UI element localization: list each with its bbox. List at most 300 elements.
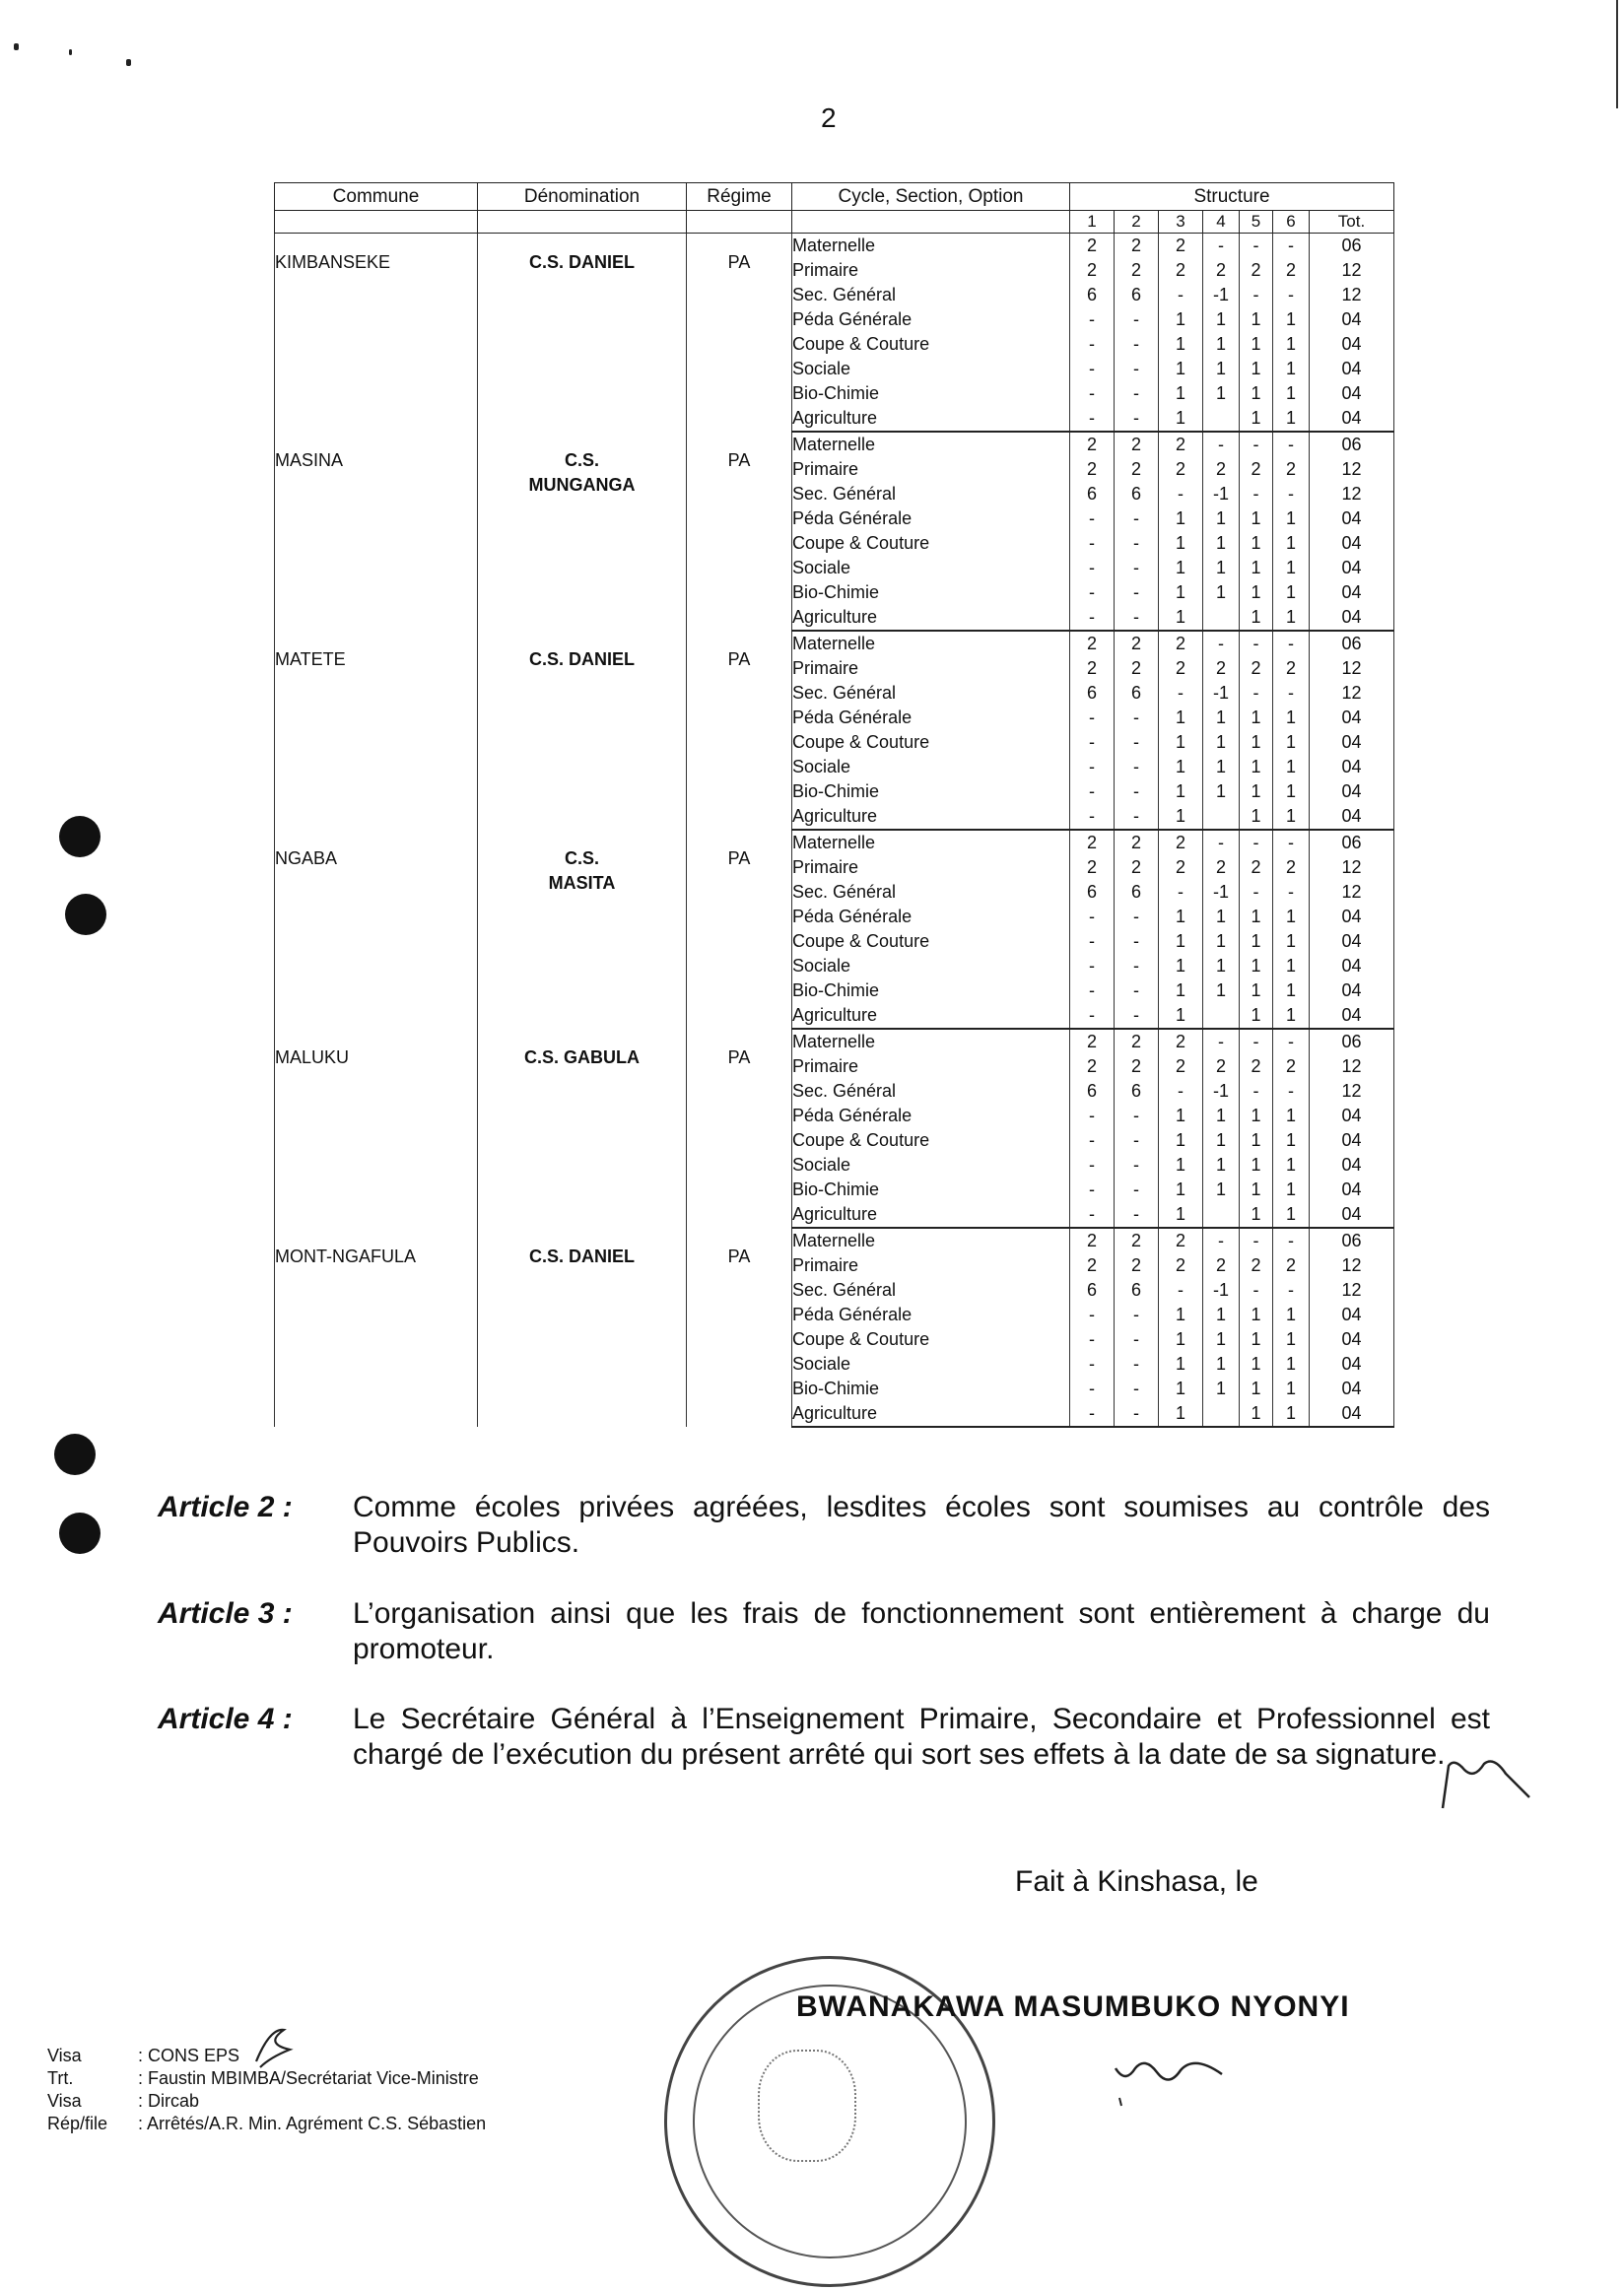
year-4-cell: 1 bbox=[1203, 905, 1240, 929]
header-denomination: Dénomination bbox=[478, 183, 687, 211]
total-cell: 12 bbox=[1310, 258, 1394, 283]
year-1-cell: - bbox=[1070, 1377, 1115, 1401]
year-4-cell: - bbox=[1203, 830, 1240, 855]
year-6-cell: 1 bbox=[1273, 730, 1310, 755]
regime-cell: PA bbox=[687, 234, 792, 433]
year-1-cell: - bbox=[1070, 804, 1115, 830]
year-3-cell: 2 bbox=[1159, 432, 1203, 457]
total-cell: 04 bbox=[1310, 1104, 1394, 1128]
year-3-cell: 1 bbox=[1159, 954, 1203, 978]
footer-row: Rép/file : Arrêtés/A.R. Min. Agrément C.S. Sébastien bbox=[47, 2114, 487, 2133]
year-6-cell: 1 bbox=[1273, 954, 1310, 978]
year-2-cell: - bbox=[1115, 406, 1159, 432]
cycle-option-cell: Péda Générale bbox=[792, 706, 1070, 730]
year-5-cell: - bbox=[1240, 283, 1273, 307]
year-1-cell: - bbox=[1070, 556, 1115, 580]
year-6-cell: 2 bbox=[1273, 1054, 1310, 1079]
year-6-cell: - bbox=[1273, 432, 1310, 457]
total-cell: 04 bbox=[1310, 1128, 1394, 1153]
article-label: Article 3 : bbox=[158, 1597, 293, 1630]
header-col-3: 3 bbox=[1159, 211, 1203, 234]
year-6-cell: 1 bbox=[1273, 779, 1310, 804]
punch-hole bbox=[54, 1434, 96, 1475]
year-4-cell: 1 bbox=[1203, 929, 1240, 954]
year-3-cell: 1 bbox=[1159, 406, 1203, 432]
year-4-cell bbox=[1203, 804, 1240, 830]
cycle-option-cell: Péda Générale bbox=[792, 1303, 1070, 1327]
cycle-option-cell: Agriculture bbox=[792, 804, 1070, 830]
table-row bbox=[275, 631, 1394, 656]
cycle-option-cell: Coupe & Couture bbox=[792, 1327, 1070, 1352]
year-3-cell: 2 bbox=[1159, 234, 1203, 259]
total-cell: 04 bbox=[1310, 978, 1394, 1003]
year-4-cell: 2 bbox=[1203, 656, 1240, 681]
year-4-cell: - bbox=[1203, 1228, 1240, 1253]
year-2-cell: - bbox=[1115, 1327, 1159, 1352]
year-6-cell: 1 bbox=[1273, 804, 1310, 830]
cycle-option-cell: Maternelle bbox=[792, 1029, 1070, 1054]
year-1-cell: - bbox=[1070, 332, 1115, 357]
year-5-cell: - bbox=[1240, 1079, 1273, 1104]
year-1-cell: - bbox=[1070, 1003, 1115, 1029]
cycle-option-cell: Sec. Général bbox=[792, 1278, 1070, 1303]
year-3-cell: 2 bbox=[1159, 1228, 1203, 1253]
year-4-cell: 1 bbox=[1203, 755, 1240, 779]
year-2-cell: - bbox=[1115, 381, 1159, 406]
year-1-cell: 6 bbox=[1070, 283, 1115, 307]
header-commune: Commune bbox=[275, 183, 478, 211]
year-6-cell: - bbox=[1273, 1079, 1310, 1104]
year-1-cell: - bbox=[1070, 1202, 1115, 1228]
commune-cell: MALUKU bbox=[275, 1029, 478, 1228]
signatory-name: BWANAKAWA MASUMBUKO NYONYI bbox=[796, 1990, 1350, 2023]
year-5-cell: - bbox=[1240, 681, 1273, 706]
year-6-cell: 1 bbox=[1273, 1178, 1310, 1202]
year-2-cell: 2 bbox=[1115, 234, 1159, 259]
year-3-cell: 2 bbox=[1159, 1253, 1203, 1278]
punch-hole bbox=[65, 894, 106, 935]
year-2-cell: 2 bbox=[1115, 1029, 1159, 1054]
year-4-cell: 1 bbox=[1203, 954, 1240, 978]
cycle-option-cell: Bio-Chimie bbox=[792, 1178, 1070, 1202]
cycle-option-cell: Coupe & Couture bbox=[792, 929, 1070, 954]
commune-cell: MONT-NGAFULA bbox=[275, 1228, 478, 1427]
year-6-cell: - bbox=[1273, 631, 1310, 656]
total-cell: 12 bbox=[1310, 1278, 1394, 1303]
year-3-cell: 1 bbox=[1159, 307, 1203, 332]
cycle-option-cell: Coupe & Couture bbox=[792, 730, 1070, 755]
year-5-cell: 2 bbox=[1240, 656, 1273, 681]
year-6-cell: 1 bbox=[1273, 531, 1310, 556]
year-6-cell: 2 bbox=[1273, 855, 1310, 880]
table-row bbox=[275, 830, 1394, 855]
year-2-cell: 6 bbox=[1115, 681, 1159, 706]
year-2-cell: - bbox=[1115, 580, 1159, 605]
year-6-cell: - bbox=[1273, 830, 1310, 855]
year-3-cell: 1 bbox=[1159, 1303, 1203, 1327]
year-4-cell: 1 bbox=[1203, 730, 1240, 755]
total-cell: 12 bbox=[1310, 681, 1394, 706]
year-5-cell: 1 bbox=[1240, 1303, 1273, 1327]
cycle-option-cell: Maternelle bbox=[792, 631, 1070, 656]
year-5-cell: 1 bbox=[1240, 779, 1273, 804]
year-3-cell: 1 bbox=[1159, 506, 1203, 531]
cycle-option-cell: Péda Générale bbox=[792, 307, 1070, 332]
year-5-cell: - bbox=[1240, 1278, 1273, 1303]
year-1-cell: - bbox=[1070, 1303, 1115, 1327]
total-cell: 04 bbox=[1310, 605, 1394, 631]
year-1-cell: - bbox=[1070, 531, 1115, 556]
year-3-cell: 1 bbox=[1159, 978, 1203, 1003]
denomination-cell: C.S. MASITA bbox=[478, 830, 687, 1029]
article-text: Le Secrétaire Général à l’Enseignement Primaire, Secondaire et Professionnel est chargé de l’exécution du présent arrêté qui sort ses effets à la date de sa signature. bbox=[353, 1703, 1490, 1771]
year-1-cell: 2 bbox=[1070, 1029, 1115, 1054]
year-6-cell: 1 bbox=[1273, 929, 1310, 954]
year-3-cell: - bbox=[1159, 1278, 1203, 1303]
cycle-option-cell: Sociale bbox=[792, 755, 1070, 779]
year-5-cell: - bbox=[1240, 880, 1273, 905]
year-1-cell: - bbox=[1070, 1128, 1115, 1153]
regime-cell: PA bbox=[687, 631, 792, 830]
year-3-cell: 1 bbox=[1159, 905, 1203, 929]
total-cell: 04 bbox=[1310, 1003, 1394, 1029]
scan-edge-line bbox=[1616, 0, 1618, 108]
year-4-cell: -1 bbox=[1203, 1278, 1240, 1303]
year-1-cell: 2 bbox=[1070, 457, 1115, 482]
year-2-cell: - bbox=[1115, 1104, 1159, 1128]
year-5-cell: 1 bbox=[1240, 954, 1273, 978]
total-cell: 04 bbox=[1310, 1202, 1394, 1228]
commune-cell: NGABA bbox=[275, 830, 478, 1029]
year-3-cell: 1 bbox=[1159, 531, 1203, 556]
year-5-cell: 1 bbox=[1240, 1401, 1273, 1427]
year-1-cell: - bbox=[1070, 307, 1115, 332]
year-4-cell: 1 bbox=[1203, 1104, 1240, 1128]
cycle-option-cell: Sociale bbox=[792, 556, 1070, 580]
place-date-line: Fait à Kinshasa, le bbox=[1015, 1865, 1258, 1898]
commune-cell: KIMBANSEKE bbox=[275, 234, 478, 433]
year-6-cell: 1 bbox=[1273, 755, 1310, 779]
year-2-cell: - bbox=[1115, 506, 1159, 531]
year-4-cell: 1 bbox=[1203, 580, 1240, 605]
footer-row: Visa : CONS EPS bbox=[47, 2046, 240, 2065]
year-3-cell: 1 bbox=[1159, 1352, 1203, 1377]
cycle-option-cell: Sociale bbox=[792, 357, 1070, 381]
header-regime: Régime bbox=[687, 183, 792, 211]
year-5-cell: 1 bbox=[1240, 1153, 1273, 1178]
year-2-cell: 2 bbox=[1115, 656, 1159, 681]
year-1-cell: - bbox=[1070, 1401, 1115, 1427]
year-5-cell: 1 bbox=[1240, 506, 1273, 531]
total-cell: 04 bbox=[1310, 755, 1394, 779]
total-cell: 12 bbox=[1310, 482, 1394, 506]
year-6-cell: 1 bbox=[1273, 1202, 1310, 1228]
year-4-cell: -1 bbox=[1203, 482, 1240, 506]
year-2-cell: - bbox=[1115, 1202, 1159, 1228]
cycle-option-cell: Sec. Général bbox=[792, 1079, 1070, 1104]
year-1-cell: 2 bbox=[1070, 1253, 1115, 1278]
year-3-cell: 1 bbox=[1159, 706, 1203, 730]
year-1-cell: - bbox=[1070, 706, 1115, 730]
table-row bbox=[275, 1228, 1394, 1253]
year-1-cell: - bbox=[1070, 1327, 1115, 1352]
denomination-cell: C.S. MUNGANGA bbox=[478, 432, 687, 631]
regime-cell: PA bbox=[687, 1228, 792, 1427]
total-cell: 04 bbox=[1310, 1303, 1394, 1327]
cycle-option-cell: Primaire bbox=[792, 1054, 1070, 1079]
total-cell: 04 bbox=[1310, 779, 1394, 804]
year-2-cell: 2 bbox=[1115, 1253, 1159, 1278]
total-cell: 04 bbox=[1310, 357, 1394, 381]
year-5-cell: - bbox=[1240, 1029, 1273, 1054]
year-6-cell: - bbox=[1273, 681, 1310, 706]
commune-cell: MASINA bbox=[275, 432, 478, 631]
year-2-cell: - bbox=[1115, 556, 1159, 580]
year-5-cell: 1 bbox=[1240, 1003, 1273, 1029]
scan-speck bbox=[69, 49, 72, 55]
year-5-cell: 1 bbox=[1240, 531, 1273, 556]
year-2-cell: - bbox=[1115, 730, 1159, 755]
year-5-cell: 1 bbox=[1240, 755, 1273, 779]
year-3-cell: 2 bbox=[1159, 1054, 1203, 1079]
total-cell: 06 bbox=[1310, 234, 1394, 259]
article-label: Article 4 : bbox=[158, 1703, 293, 1735]
year-4-cell bbox=[1203, 1202, 1240, 1228]
year-2-cell: 6 bbox=[1115, 283, 1159, 307]
year-1-cell: - bbox=[1070, 954, 1115, 978]
year-5-cell: 1 bbox=[1240, 580, 1273, 605]
year-1-cell: - bbox=[1070, 406, 1115, 432]
table-header-row bbox=[275, 183, 1394, 211]
year-2-cell: - bbox=[1115, 954, 1159, 978]
regime-cell: PA bbox=[687, 432, 792, 631]
total-cell: 12 bbox=[1310, 283, 1394, 307]
year-5-cell: 1 bbox=[1240, 905, 1273, 929]
cycle-option-cell: Sociale bbox=[792, 1352, 1070, 1377]
year-4-cell: 1 bbox=[1203, 357, 1240, 381]
year-5-cell: 1 bbox=[1240, 1128, 1273, 1153]
year-1-cell: 6 bbox=[1070, 1079, 1115, 1104]
year-4-cell: 2 bbox=[1203, 1054, 1240, 1079]
year-4-cell: 1 bbox=[1203, 332, 1240, 357]
header-cycle-section-option: Cycle, Section, Option bbox=[792, 183, 1070, 211]
year-1-cell: 2 bbox=[1070, 1228, 1115, 1253]
year-1-cell: - bbox=[1070, 357, 1115, 381]
year-3-cell: 2 bbox=[1159, 258, 1203, 283]
year-2-cell: - bbox=[1115, 779, 1159, 804]
year-5-cell: 1 bbox=[1240, 929, 1273, 954]
year-3-cell: 1 bbox=[1159, 804, 1203, 830]
year-1-cell: - bbox=[1070, 580, 1115, 605]
year-4-cell: 1 bbox=[1203, 506, 1240, 531]
cycle-option-cell: Agriculture bbox=[792, 406, 1070, 432]
year-3-cell: 1 bbox=[1159, 1003, 1203, 1029]
total-cell: 04 bbox=[1310, 706, 1394, 730]
year-3-cell: 2 bbox=[1159, 830, 1203, 855]
cycle-option-cell: Agriculture bbox=[792, 1003, 1070, 1029]
year-6-cell: 1 bbox=[1273, 1352, 1310, 1377]
cycle-option-cell: Maternelle bbox=[792, 830, 1070, 855]
year-1-cell: - bbox=[1070, 1153, 1115, 1178]
denomination-cell: C.S. DANIEL bbox=[478, 1228, 687, 1427]
year-1-cell: - bbox=[1070, 1352, 1115, 1377]
table-row bbox=[275, 234, 1394, 259]
year-6-cell: - bbox=[1273, 880, 1310, 905]
year-6-cell: - bbox=[1273, 1029, 1310, 1054]
year-4-cell: -1 bbox=[1203, 681, 1240, 706]
year-6-cell: 1 bbox=[1273, 332, 1310, 357]
year-1-cell: - bbox=[1070, 381, 1115, 406]
year-4-cell: 2 bbox=[1203, 855, 1240, 880]
cycle-option-cell: Sec. Général bbox=[792, 880, 1070, 905]
year-2-cell: - bbox=[1115, 804, 1159, 830]
year-4-cell: 2 bbox=[1203, 258, 1240, 283]
year-4-cell: 2 bbox=[1203, 1253, 1240, 1278]
year-4-cell: 1 bbox=[1203, 1153, 1240, 1178]
year-5-cell: 1 bbox=[1240, 556, 1273, 580]
year-5-cell: 2 bbox=[1240, 855, 1273, 880]
year-2-cell: 6 bbox=[1115, 1278, 1159, 1303]
year-3-cell: 1 bbox=[1159, 1377, 1203, 1401]
total-cell: 04 bbox=[1310, 1153, 1394, 1178]
year-2-cell: - bbox=[1115, 978, 1159, 1003]
year-6-cell: 1 bbox=[1273, 1104, 1310, 1128]
year-4-cell: -1 bbox=[1203, 283, 1240, 307]
year-5-cell: 2 bbox=[1240, 1054, 1273, 1079]
year-3-cell: 1 bbox=[1159, 332, 1203, 357]
year-6-cell: - bbox=[1273, 1278, 1310, 1303]
year-4-cell bbox=[1203, 605, 1240, 631]
year-6-cell: 2 bbox=[1273, 656, 1310, 681]
total-cell: 04 bbox=[1310, 531, 1394, 556]
cycle-option-cell: Bio-Chimie bbox=[792, 978, 1070, 1003]
year-6-cell: 1 bbox=[1273, 1401, 1310, 1427]
year-1-cell: - bbox=[1070, 506, 1115, 531]
header-col-2: 2 bbox=[1115, 211, 1159, 234]
cycle-option-cell: Agriculture bbox=[792, 605, 1070, 631]
total-cell: 04 bbox=[1310, 1377, 1394, 1401]
year-6-cell: 1 bbox=[1273, 706, 1310, 730]
year-4-cell: 1 bbox=[1203, 706, 1240, 730]
year-2-cell: - bbox=[1115, 1401, 1159, 1427]
year-6-cell: - bbox=[1273, 234, 1310, 259]
total-cell: 04 bbox=[1310, 556, 1394, 580]
year-5-cell: 1 bbox=[1240, 730, 1273, 755]
header-col-5: 5 bbox=[1240, 211, 1273, 234]
cycle-option-cell: Bio-Chimie bbox=[792, 580, 1070, 605]
total-cell: 06 bbox=[1310, 830, 1394, 855]
commune-cell: MATETE bbox=[275, 631, 478, 830]
total-cell: 06 bbox=[1310, 631, 1394, 656]
total-cell: 12 bbox=[1310, 457, 1394, 482]
year-3-cell: 1 bbox=[1159, 1327, 1203, 1352]
year-2-cell: - bbox=[1115, 1128, 1159, 1153]
year-2-cell: - bbox=[1115, 531, 1159, 556]
total-cell: 04 bbox=[1310, 929, 1394, 954]
cycle-option-cell: Primaire bbox=[792, 1253, 1070, 1278]
table-body bbox=[275, 234, 1394, 1428]
year-6-cell: 1 bbox=[1273, 1153, 1310, 1178]
year-2-cell: 2 bbox=[1115, 1228, 1159, 1253]
total-cell: 06 bbox=[1310, 432, 1394, 457]
year-3-cell: 1 bbox=[1159, 605, 1203, 631]
year-5-cell: 1 bbox=[1240, 1327, 1273, 1352]
year-5-cell: 2 bbox=[1240, 258, 1273, 283]
year-4-cell: -1 bbox=[1203, 1079, 1240, 1104]
year-1-cell: 2 bbox=[1070, 258, 1115, 283]
year-1-cell: 6 bbox=[1070, 1278, 1115, 1303]
year-3-cell: 1 bbox=[1159, 755, 1203, 779]
year-4-cell bbox=[1203, 406, 1240, 432]
minister-signature bbox=[1112, 2055, 1230, 2114]
cycle-option-cell: Maternelle bbox=[792, 432, 1070, 457]
scan-speck bbox=[14, 43, 19, 50]
year-4-cell: 1 bbox=[1203, 1377, 1240, 1401]
cycle-option-cell: Agriculture bbox=[792, 1202, 1070, 1228]
year-6-cell: 1 bbox=[1273, 1327, 1310, 1352]
year-2-cell: - bbox=[1115, 307, 1159, 332]
regime-cell: PA bbox=[687, 1029, 792, 1228]
denomination-cell: C.S. DANIEL bbox=[478, 631, 687, 830]
year-5-cell: 2 bbox=[1240, 1253, 1273, 1278]
total-cell: 12 bbox=[1310, 855, 1394, 880]
year-6-cell: 1 bbox=[1273, 307, 1310, 332]
year-6-cell: 1 bbox=[1273, 1303, 1310, 1327]
year-1-cell: - bbox=[1070, 978, 1115, 1003]
year-2-cell: 2 bbox=[1115, 432, 1159, 457]
total-cell: 06 bbox=[1310, 1228, 1394, 1253]
cycle-option-cell: Maternelle bbox=[792, 234, 1070, 259]
year-5-cell: 1 bbox=[1240, 332, 1273, 357]
total-cell: 04 bbox=[1310, 954, 1394, 978]
year-3-cell: 1 bbox=[1159, 779, 1203, 804]
total-cell: 04 bbox=[1310, 332, 1394, 357]
year-1-cell: 2 bbox=[1070, 855, 1115, 880]
total-cell: 12 bbox=[1310, 1079, 1394, 1104]
year-6-cell: 1 bbox=[1273, 1003, 1310, 1029]
total-cell: 04 bbox=[1310, 506, 1394, 531]
stamp-emblem bbox=[758, 2050, 856, 2162]
header-col-total: Tot. bbox=[1310, 211, 1394, 234]
year-4-cell: 1 bbox=[1203, 1327, 1240, 1352]
footer-row: Trt. : Faustin MBIMBA/Secrétariat Vice-Ministre bbox=[47, 2068, 479, 2088]
year-3-cell: 1 bbox=[1159, 357, 1203, 381]
year-5-cell: 1 bbox=[1240, 706, 1273, 730]
year-2-cell: 2 bbox=[1115, 830, 1159, 855]
year-3-cell: 2 bbox=[1159, 1029, 1203, 1054]
total-cell: 06 bbox=[1310, 1029, 1394, 1054]
denomination-cell: C.S. DANIEL bbox=[478, 234, 687, 433]
year-4-cell bbox=[1203, 1401, 1240, 1427]
year-6-cell: - bbox=[1273, 482, 1310, 506]
year-6-cell: 1 bbox=[1273, 580, 1310, 605]
year-1-cell: - bbox=[1070, 779, 1115, 804]
year-6-cell: - bbox=[1273, 1228, 1310, 1253]
year-4-cell: - bbox=[1203, 234, 1240, 259]
year-4-cell: - bbox=[1203, 631, 1240, 656]
year-2-cell: 2 bbox=[1115, 258, 1159, 283]
year-6-cell: 1 bbox=[1273, 357, 1310, 381]
year-5-cell: 1 bbox=[1240, 357, 1273, 381]
year-1-cell: 6 bbox=[1070, 880, 1115, 905]
year-3-cell: 1 bbox=[1159, 1178, 1203, 1202]
year-3-cell: - bbox=[1159, 283, 1203, 307]
year-3-cell: 2 bbox=[1159, 855, 1203, 880]
article-text: L’organisation ainsi que les frais de fonctionnement sont entièrement à charge du promoteur. bbox=[353, 1597, 1490, 1665]
year-5-cell: - bbox=[1240, 234, 1273, 259]
year-5-cell: 1 bbox=[1240, 804, 1273, 830]
year-1-cell: 2 bbox=[1070, 432, 1115, 457]
